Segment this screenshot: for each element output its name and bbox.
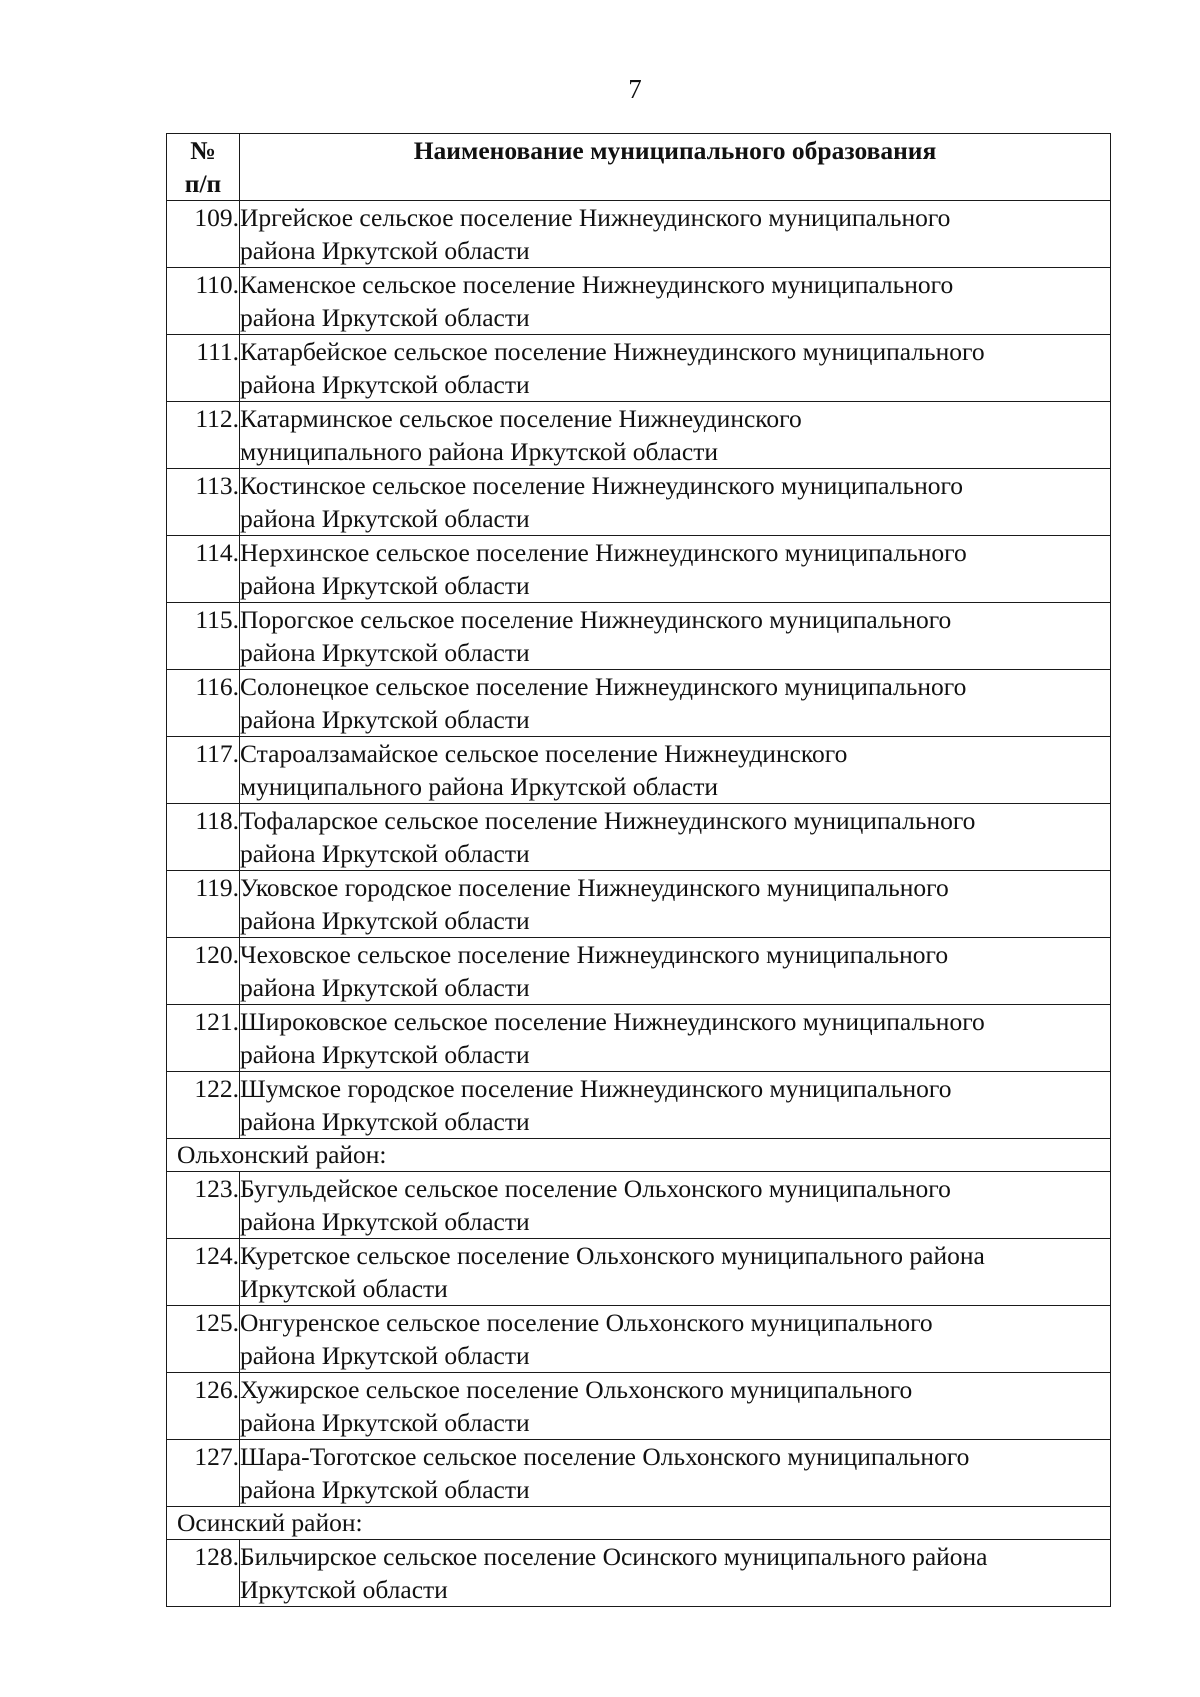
row-name-cell (240, 536, 1111, 603)
row-name-cell (240, 201, 1111, 268)
table-row (167, 1540, 1111, 1607)
row-name-line1: Каменское сельское поселение Нижнеудинского муниципального (240, 270, 954, 299)
table-row (167, 1239, 1111, 1306)
row-name-line1: Бильчирское сельское поселение Осинского муниципального района (240, 1542, 988, 1571)
row-name-line1: Солонецкое сельское поселение Нижнеудинского муниципального (240, 672, 967, 701)
row-name-line1: Хужирское сельское поселение Ольхонского муниципального (240, 1375, 913, 1404)
row-name-line1: Костинское сельское поселение Нижнеудинского муниципального (240, 471, 964, 500)
row-name-line2: района Иркутской области (240, 705, 530, 734)
row-name-line2: района Иркутской области (240, 303, 530, 332)
table-row (167, 670, 1111, 737)
row-name-line1: Шумское городское поселение Нижнеудинского муниципального (240, 1074, 952, 1103)
row-name-cell (240, 1440, 1111, 1507)
row-number: 119. (167, 871, 240, 938)
row-name-line1: Староалзамайское сельское поселение Нижнеудинского (240, 739, 848, 768)
group-row (167, 1507, 1111, 1540)
table-row (167, 804, 1111, 871)
row-name-line1: Куретское сельское поселение Ольхонского муниципального района (240, 1241, 985, 1270)
row-name-line2: района Иркутской области (240, 906, 530, 935)
row-name-line2: района Иркутской области (240, 973, 530, 1002)
row-name-line2: района Иркутской области (240, 1207, 530, 1236)
row-name-line2: Иркутской области (240, 1575, 448, 1604)
row-number: 117. (167, 737, 240, 804)
group-heading-osa: Осинский район: (167, 1507, 1111, 1540)
table-row (167, 402, 1111, 469)
row-name-line1: Бугульдейское сельское поселение Ольхонского муниципального (240, 1174, 951, 1203)
row-name-line1: Нерхинское сельское поселение Нижнеудинского муниципального (240, 538, 967, 567)
row-name-cell (240, 402, 1111, 469)
municipalities-table (166, 133, 1111, 1607)
row-number: 109. (167, 201, 240, 268)
row-name-cell (240, 938, 1111, 1005)
row-number: 124. (167, 1239, 240, 1306)
row-name-cell (240, 670, 1111, 737)
row-name-cell (240, 804, 1111, 871)
table-row (167, 871, 1111, 938)
table-row (167, 1440, 1111, 1507)
page-number: 7 (628, 74, 642, 104)
row-name-line2: района Иркутской области (240, 236, 530, 265)
table-row (167, 536, 1111, 603)
table-row (167, 268, 1111, 335)
row-name-line1: Уковское городское поселение Нижнеудинского муниципального (240, 873, 949, 902)
row-name-line2: района Иркутской области (240, 370, 530, 399)
row-name-line2: района Иркутской области (240, 638, 530, 667)
table-row (167, 469, 1111, 536)
row-name-line2: муниципального района Иркутской области (240, 437, 718, 466)
table-row (167, 1172, 1111, 1239)
row-name-line2: Иркутской области (240, 1274, 448, 1303)
table-body (167, 201, 1111, 1607)
table-row (167, 201, 1111, 268)
table-row (167, 1306, 1111, 1373)
header-number-abbr: п/п (184, 169, 222, 198)
row-name-line1: Онгуренское сельское поселение Ольхонского муниципального (240, 1308, 933, 1337)
row-number: 123. (167, 1172, 240, 1239)
row-name-cell (240, 1540, 1111, 1607)
row-name-line1: Катарминское сельское поселение Нижнеудинского (240, 404, 802, 433)
row-name-cell (240, 1005, 1111, 1072)
table-row (167, 737, 1111, 804)
row-name-cell (240, 1172, 1111, 1239)
row-name-line1: Шара-Тоготское сельское поселение Ольхонского муниципального (240, 1442, 970, 1471)
table-header-row (167, 134, 1111, 201)
row-number: 113. (167, 469, 240, 536)
row-name-line2: района Иркутской области (240, 1341, 530, 1370)
table-row (167, 1005, 1111, 1072)
row-name-cell (240, 871, 1111, 938)
row-name-line2: района Иркутской области (240, 504, 530, 533)
row-number: 125. (167, 1306, 240, 1373)
row-name-line2: района Иркутской области (240, 571, 530, 600)
row-name-line1: Порогское сельское поселение Нижнеудинского муниципального (240, 605, 952, 634)
row-name-line1: Широковское сельское поселение Нижнеудинского муниципального (240, 1007, 985, 1036)
row-name-cell (240, 1072, 1111, 1139)
row-name-line2: района Иркутской области (240, 839, 530, 868)
row-name-cell (240, 1306, 1111, 1373)
row-number: 128. (167, 1540, 240, 1607)
row-number: 111. (167, 335, 240, 402)
row-name-line2: района Иркутской области (240, 1040, 530, 1069)
row-number: 126. (167, 1373, 240, 1440)
table-row (167, 1072, 1111, 1139)
row-name-line1: Чеховское сельское поселение Нижнеудинского муниципального (240, 940, 949, 969)
row-number: 122. (167, 1072, 240, 1139)
row-number: 112. (167, 402, 240, 469)
row-name-line1: Катарбейское сельское поселение Нижнеудинского муниципального (240, 337, 985, 366)
table-row (167, 938, 1111, 1005)
row-name-line1: Тофаларское сельское поселение Нижнеудинского муниципального (240, 806, 976, 835)
row-name-cell (240, 268, 1111, 335)
row-name-cell (240, 1239, 1111, 1306)
row-name-cell (240, 603, 1111, 670)
row-number: 127. (167, 1440, 240, 1507)
header-name-cell: Наименование муниципального образования (240, 134, 1111, 201)
row-name-cell (240, 469, 1111, 536)
group-heading-olkhon: Ольхонский район: (167, 1139, 1111, 1172)
row-name-line2: района Иркутской области (240, 1475, 530, 1504)
row-number: 115. (167, 603, 240, 670)
table-row (167, 335, 1111, 402)
table-row (167, 1373, 1111, 1440)
row-number: 110. (167, 268, 240, 335)
row-name-cell (240, 335, 1111, 402)
row-number: 120. (167, 938, 240, 1005)
row-number: 114. (167, 536, 240, 603)
header-number-sign: № (190, 136, 216, 165)
row-name-cell (240, 737, 1111, 804)
group-row (167, 1139, 1111, 1172)
table-row (167, 603, 1111, 670)
row-name-line2: муниципального района Иркутской области (240, 772, 718, 801)
header-number-cell (167, 134, 240, 201)
row-name-cell (240, 1373, 1111, 1440)
row-name-line2: района Иркутской области (240, 1408, 530, 1437)
row-number: 116. (167, 670, 240, 737)
row-number: 118. (167, 804, 240, 871)
row-name-line2: района Иркутской области (240, 1107, 530, 1136)
row-number: 121. (167, 1005, 240, 1072)
row-name-line1: Иргейское сельское поселение Нижнеудинского муниципального (240, 203, 951, 232)
